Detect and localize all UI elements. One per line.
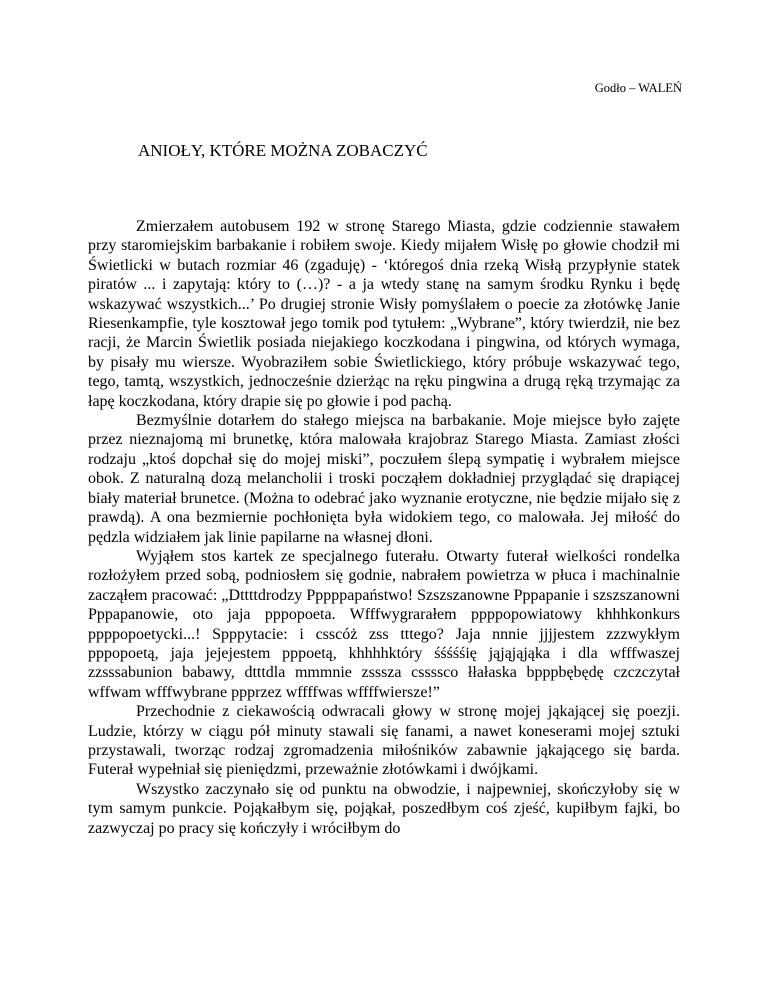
motto-label: Godło – WALEŃ [594,81,682,95]
paragraph-5: Wszystko zaczynało się od punktu na obwodzie, i najpewniej, skończyłoby się w tym samym punkcie. Pojąkałbym się, pojąkał, poszedłbym coś zjeść, kupiłbym fajki, bo zazwyczaj po pracy się kończyły i wróciłbym do [88,780,680,837]
paragraph-1: Zmierzałem autobusem 192 w stronę Starego Miasta, gdzie codziennie stawałem przy staromiejskim barbakanie i robiłem swoje. Kiedy mijałem Wisłę po głowie chodził mi Świetlicki w butach rozmiar 46 (zgaduję) - ‘któregoś dnia rzeką Wisłą przypłynie statek piratów ... i zapytają: który to (…)? - a ja wtedy stanę na samym środku Rynku i będę wskazywać wszystkich...’ Po drugiej stronie Wisły pomyślałem o poecie za złotówkę Janie Riesenkampfie, tyle kosztował jego tomik pod tytułem: „Wybrane”, który twierdził, nie bez racji, że Marcin Świetlik posiada niejakiego koczkodana i pingwina, od których wymaga, by pisały mu wiersze. Wyobraziłem sobie Świetlickiego, który próbuje wskazywać tego, tego, tamtą, wszystkich, jednocześnie dzierżąc na ręku pingwina a drugą ręką trzymając za łapę koczkodana, który drapie się po głowie i pod pachą. [88,218,680,410]
page-title: ANIOŁY, KTÓRE MOŻNA ZOBACZYĆ [138,141,428,160]
paragraph-2: Bezmyślnie dotarłem do stałego miejsca na barbakanie. Moje miejsce było zajęte przez nieznajomą mi brunetkę, która malowała krajobraz Starego Miasta. Zamiast złości rodzaju „ktoś dopchał się do mojej miski”, poczułem ślepą sympatię i wybrałem miejsce obok. Z naturalną dozą melancholii i troski począłem dokładniej przyglądać się drapiącej biały materiał brunetce. (Można to odebrać jako wyznanie erotyczne, nie będzie mijało się z prawdą). A ona bezmiernie pochłonięta była widokiem tego, co malowała. Jej miłość do pędzla widziałem jak linie papilarne na własnej dłoni. [88,412,680,546]
body-text [88,217,680,838]
paragraph-3: Wyjąłem stos kartek ze specjalnego futerału. Otwarty futerał wielkości rondelka rozłożyłem przed sobą, podniosłem się godnie, nabrałem powietrza w płuca i machinalnie zacząłem pracować: „Dttttdrodzy Pppppapaństwo! Szszszanowne Pppapanie i szszszanowni Pppapanowie, oto jaja pppopoeta. Wfffwygrarałem ppppopowiatowy khhhkonkurs ppppopoetycki...! Spppytacie: i csscóż zss tttego? Jaja nnnie jjjjestem zzzwykłym pppopoetą, jaja jejejestem pppoetą, khhhhktóry śśśśśię jąjąjąjąka i dla wfffwaszej zzsssabunion babawy, dtttdla mmmnie zsssza cssssco łłałaska bpppbębędę czczczytał wffwam wfffwybrane ppprzez wffffwas wffffwiersze!” [88,547,680,701]
paragraph-4: Przechodnie z ciekawością odwracali głowy w stronę mojej jąkającej się poezji. Ludzie, którzy w ciągu pół minuty stawali się fanami, a nawet koneserami mojej sztuki przystawali, tworząc rodzaj zgromadzenia miłośników zabawnie jąkającego się barda. Futerał wypełniał się pieniędzmi, przeważnie złotówkami i dwójkami. [88,703,680,779]
